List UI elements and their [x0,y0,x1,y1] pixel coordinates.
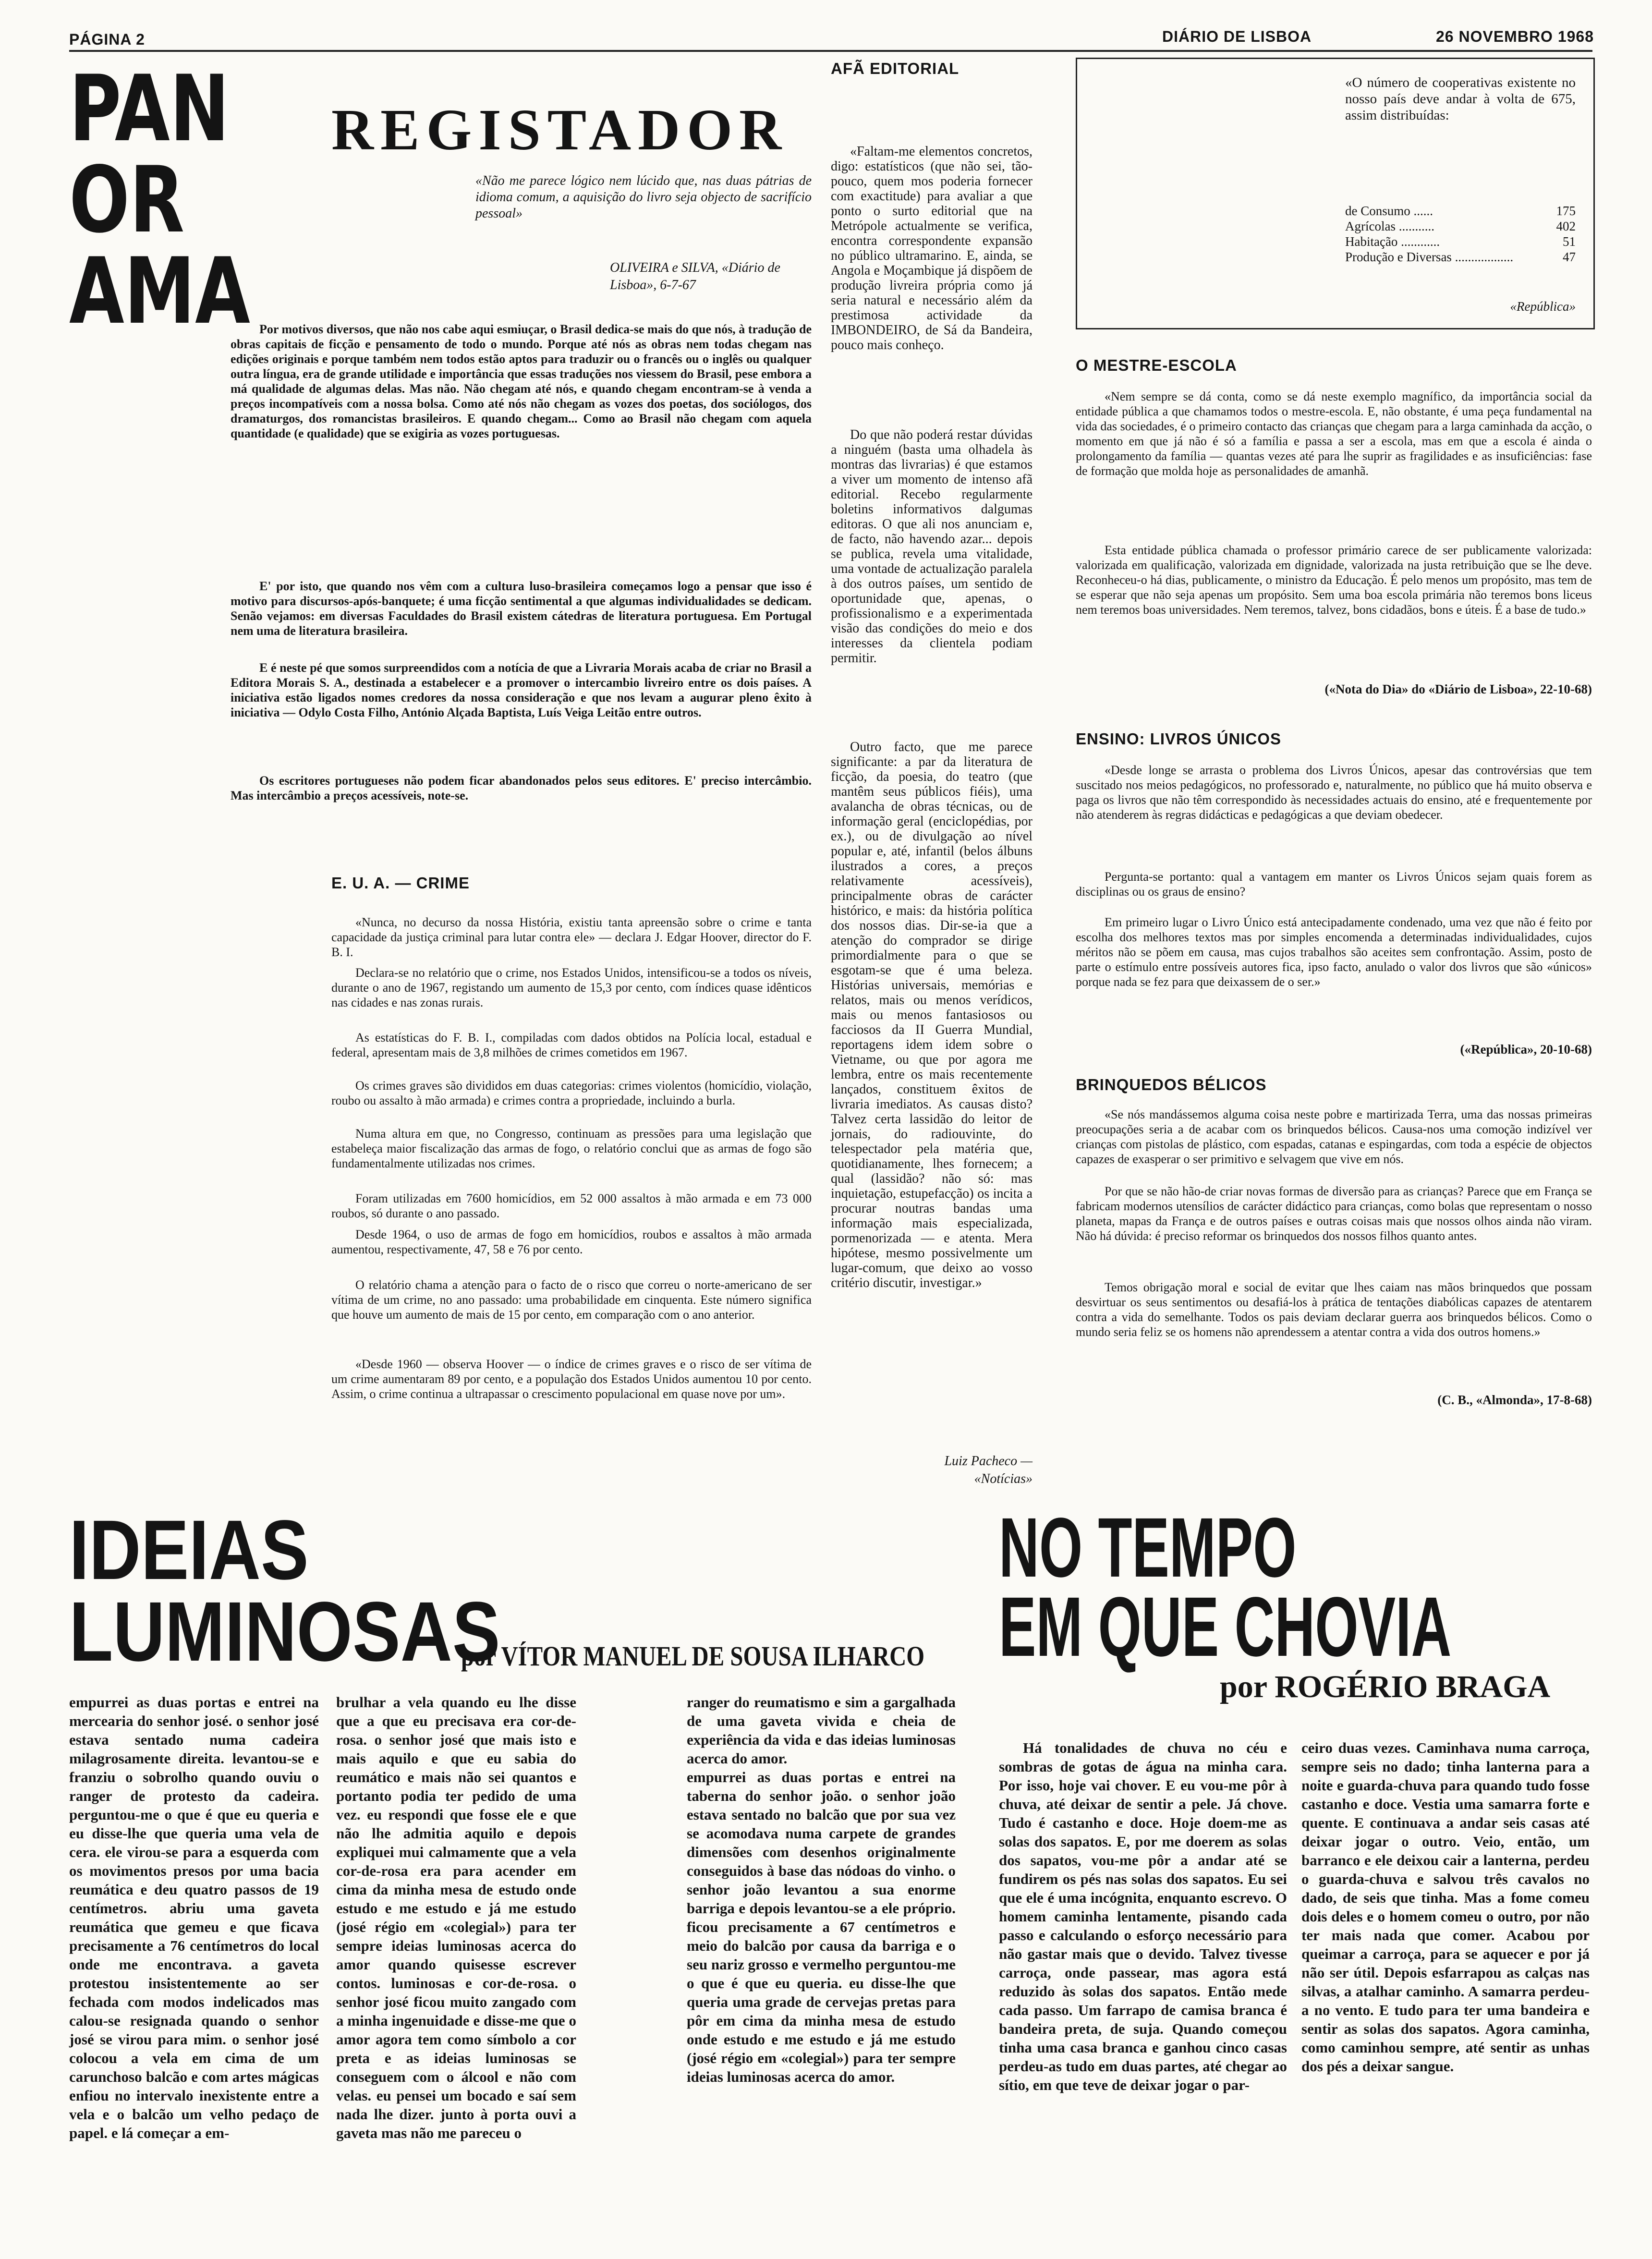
eua-paragraph-6: Foram utilizadas em 7600 homicídios, em 52 000 assaltos à mão armada e em 73 000 roubos, só durante o ano passado. [331,1191,812,1220]
mestre-paragraph-2: Esta entidade pública chamada o professor primário carece de ser publicamente valorizada: valorizada em qualificação, valorizada em dignidade, valorizada na justa retribuição que se lhe deve. Reconheceu-o há dias, publicamente, o ministro da Educação. É pelo menos um propósito, mas tem de se esperar que não seja apenas um propósito. Sem uma boa escola primária não teremos bons liceus nem teremos boas universidades. Nem teremos, talvez, bons cidadãos, bons e úteis. É a base de tudo.» [1076,543,1592,617]
issue-date: 26 NOVEMBRO 1968 [1436,28,1594,45]
afa-author: Luiz Pacheco — [944,1454,1032,1469]
table-row: de Consumo ...... 175 [1345,204,1576,218]
table-row: Habitação ............ 51 [1345,234,1576,249]
brinquedos-title: BRINQUEDOS BÉLICOS [1076,1076,1267,1093]
tempo-title-line-2: EM QUE CHOVIA [999,1580,1452,1674]
ideias-title-line-2: LUMINOSAS [69,1585,500,1679]
ensino-source: («República», 20-10-68) [1460,1042,1592,1057]
afa-paragraph-2: Do que não poderá restar dúvidas a ninguém (basta uma olhadela às montras das livrarias) é que estamos a viver um momento de intenso afã editorial. Recebo regularmente boletins informativos dalgumas editoras. O que ali nos anunciam e, de facto, não havendo azar... depois se publica, revela uma vitalidade, uma vontade de actualização paralela à dos outros países, um sentido de oportunidade que, apenas, o profissionalismo e a experimentada visão das condições do meio e dos interesses da clientela podiam permitir. [831,427,1032,666]
tempo-column-2: ceiro duas vezes. Caminhava numa carroça, sempre seis no dado; tinha lanterna para a noite e guarda-chuva para quando tudo fosse castanho e doce. Vestia uma samarra forte e quente. E continuava a andar seis casas até deixar jogar o outro. Veio, então, um barranco e ele deixou cair a lanterna, perdeu o guarda-chuva e salvou três cavalos no dado, de seis que tinha. Mas a fome comeu dois deles e o homem comeu o outro, por não ter mais nada que comer. Acabou por queimar a carroça, para se aquecer e por já não ser útil. Depois esfarrapou as calças nas silvas, a atalhar caminho. A samarra perdeu-a no vento. E tudo para ter uma bandeira e sentir as solas dos sapatos. Agora caminha, como caminhou sempre, até sentir as unhas dos pés a deixar sangue. [1301,1739,1590,2075]
eua-paragraph-5: Numa altura em que, no Congresso, continuam as pressões para uma legislação que estabeleça maior fiscalização das armas de fogo, o relatório conclui que as armas de fogo são fundamentalmente utilizadas nos crimes. [331,1127,812,1170]
table-row: Produção e Diversas .................. 47 [1345,250,1576,264]
masthead-line-1: PAN [69,56,230,162]
registador-title: REGISTADOR [331,97,789,162]
header-rule [69,50,1592,52]
masthead-line-2: OR [69,147,185,253]
eua-paragraph-2: Declara-se no relatório que o crime, nos Estados Unidos, intensificou-se a todos os níveis, durante o ano de 1967, registando um aumento de 15,3 por cento, com índices quase idênticos nas cidades e nas zonas rurais. [331,966,812,1009]
afa-paragraph-1: «Faltam-me elementos concretos, digo: estatísticos (que não sei, tão-pouco, quem mos poderia fornecer com exactitude) para avaliar a que ponto o surto editorial que na Metrópole actualmente se verifica, encontra correspondente expansão no público ultramarino. E, ainda, se Angola e Moçambique já dispõem de produção livreira própria como já seria natural e necessário além da prestimosa actividade da IMBONDEIRO, de Sá da Bandeira, pouco mais conheço. [831,144,1032,352]
brinquedos-paragraph-1: «Se nós mandássemos alguma coisa neste pobre e martirizada Terra, uma das nossas primeiras preocupações seria a de acabar com os brinquedos bélicos. Causa-nos uma comoção indizível ver crianças com pistolas de plástico, com espadas, catanas e espingardas, com toda a espécie de objectos capazes de exasperar o ser primitivo e selvagem que vive em nós. [1076,1107,1592,1166]
registador-quote-source: OLIVEIRA e SILVA, «Diário de Lisboa», 6-7-67 [610,260,780,292]
tempo-byline: por ROGÉRIO BRAGA [1220,1669,1551,1704]
registador-paragraph-3: E é neste pé que somos surpreendidos com a notícia de que a Livraria Morais acaba de criar no Brasil a Editora Morais S. A., destinada a estabelecer e a promover o intercambio livreiro entre os dois países. A iniciativa estão ligados nomes credores da nossa consideração e que nos levam a augurar pleno êxito à iniciativa — Odylo Costa Filho, António Alçada Baptista, Luís Veiga Leitão entre outros. [231,661,812,719]
brinquedos-paragraph-2: Por que se não hão-de criar novas formas de diversão para as crianças? Parece que em França se fabricam modernos utensílios de carácter didáctico para crianças, como bolas que representam o nosso planeta, mapas da França e de outros países e outras coisas mais que nossos olhos ainda não viram. Não há dúvida: é preciso reformar os brinquedos dos nossos filhos quanto antes. [1076,1184,1592,1243]
mestre-escola-title: O MESTRE-ESCOLA [1076,356,1237,374]
registador-paragraph-2: E' por isto, que quando nos vêm com a cultura luso-brasileira começamos logo a pensar que isso é motivo para discursos-após-banquete; é uma ficção sentimental a que algumas individualidades se dedicam. Senão vejamos: em diversas Faculdades do Brasil existem cátedras de literatura portuguesa. Em Portugal nem uma de literatura brasileira. [231,579,812,638]
afa-source: «Notícias» [974,1471,1032,1486]
registador-paragraph-4: Os escritores portugueses não podem ficar abandonados pelos seus editores. E' preciso intercâmbio. Mas intercâmbio a preços acessíveis, note-se. [231,774,812,802]
eua-paragraph-1: «Nunca, no decurso da nossa História, existiu tanta apreensão sobre o crime e tanta capacidade da justiça criminal para lutar contra ele» — declara J. Edgar Hoover, director do F. B. I. [331,915,812,959]
ensino-paragraph-3: Em primeiro lugar o Livro Único está antecipadamente condenado, uma vez que não é feito por escolha dos melhores textos mas por simples encomenda a determinadas individualidades, cujos méritos não se põem em causa, mas cujos trabalhos são aceites sem confrontação. Assim, posto de parte o estímulo entre possíveis autores fica, ipso facto, anulado o valor dos livros que são «únicos» porque nada se fez para que deixassem de o ser.» [1076,915,1592,989]
page-number: PÁGINA 2 [69,31,145,48]
ensino-paragraph-1: «Desde longe se arrasta o problema dos Livros Únicos, apesar das controvérsias que tem suscitado nos meios pedagógicos, no professorado e, naturalmente, no público que há muito observa e paga os livros que não têm correspondido às necessidades actuais do ensino, até e frequentemente por não atenderem às regras didácticas e pedagógicas a que deviam obedecer. [1076,763,1592,822]
ideias-column-3: ranger do reumatismo e sim a gargalhada de uma gaveta vivida e cheia de experiência da vida e das ideias luminosas acerca do amor. empurrei as duas portas e entrei na taberna do senhor joão. o senhor joão estava sentado no balcão que por sua vez se acomodava numa carpete de grandes dimensões com desenhos originalmente conseguidos à base das nódoas do vinho. o senhor joão levantou a sua enorme barriga e depois levantou-se a ele próprio. ficou precisamente a 67 centímetros e meio do balcão por causa da barriga e o seu nariz grosso e vermelho perguntou-me o que é que eu queria. eu disse-lhe que queria uma grade de cervejas pretas para pôr em cima da minha mesa de estudo onde estudo e me estudo e já me estudo (josé régio em «colegial») para ter sempre ideias luminosas acerca do amor. [687,1694,956,2085]
tempo-title-line-1: NO TEMPO [999,1501,1297,1595]
eua-crime-title: E. U. A. — CRIME [331,874,470,892]
registador-paragraph-1: Por motivos diversos, que não nos cabe aqui esmiuçar, o Brasil dedica-se mais do que nós, à tradução de obras capitais de ficção e pensamento de todo o mundo. Porque até nós as obras nem todas chegam nas edições originais e porque também nem todos estão aptos para traduzir ou o francês ou o inglês ou qualquer outra língua, era de grande utilidade e importância que essas traduções nos viessem do Brasil, pese embora a má qualidade de algumas delas. Mas não. Não chegam até nós, e quando chegam encontram-se à venda a preços incompatíveis com a nossa bolsa. Como até nós não chegam as vozes dos poetas, dos sociólogos, dos dramaturgos, dos romancistas brasileiros. E quando chegam... Como ao Brasil não chegam com aquela quantidade (e qualidade) que se exigiria as vozes portuguesas. [231,322,812,440]
eua-paragraph-8: O relatório chama a atenção para o facto de o risco que correu o norte-americano de ser vítima de um crime, no ano passado: uma probabilidade em cinquenta. Este número significa que houve um aumento de mais de 15 por cento, em comparação com o ano anterior. [331,1278,812,1322]
eua-paragraph-9: «Desde 1960 — observa Hoover — o índice de crimes graves e o risco de ser vítima de um crime aumentaram 89 por cento, e a população dos Estados Unidos aumentou 10 por cento. Assim, o crime continua a ultrapassar o crescimento populacional em quase nove por um». [331,1357,812,1401]
mestre-paragraph-1: «Nem sempre se dá conta, como se dá neste exemplo magnífico, da importância social da entidade pública a que chamamos todos o mestre-escola. E, não obstante, é uma peça fundamental na vida das sociedades, é o primeiro contacto das crianças que chegam para a larga caminhada da acção, o momento em que já não é só a família e passa a ser a escola, mas em que a escola é ainda o prolongamento da família — quantas vezes até para lhe suprir as fragilidades e as insuficiências: fase de formação que molda hoje as personalidades de amanhã. [1076,389,1592,478]
ideias-title-line-1: IDEIAS [69,1503,309,1597]
ensino-title: ENSINO: LIVROS ÚNICOS [1076,730,1282,748]
ideias-column-1: empurrei as duas portas e entrei na mercearia do senhor josé. o senhor josé estava sentado numa cadeira milagrosamente direita. levantou-se e franziu o sobrolho quando ouviu o ranger de protesto da cadeira. perguntou-me o que é que eu queria e eu disse-lhe que queria uma vela de cera. ele virou-se para a esquerda com os movimentos presos por uma bacia reumática e deu quatro passos de 19 centímetros. abriu uma gaveta reumática que gemeu e que ficava precisamente a 76 centímetros do local onde me encontrava. a gaveta protestou insistentemente ao ser fechada com modos indelicados mas calou-se resignada quando o senhor josé se virou para mim. o senhor josé colocou a vela em cima de um carunchoso balcão e com artes mágicas enfiou no intervalo inexistente entre a vela e o balcão um velho pedaço de papel. e lá começar a em- [69,1694,319,2141]
tempo-column-1: Há tonalidades de chuva no céu e sombras de gotas de água na minha cara. Por isso, hoje vai chover. E eu vou-me pôr à chuva, até deixar de sentir a pele. Já chove. Tudo é castanho e doce. Hoje doem-me as solas dos sapatos. E, por me doerem as solas dos sapatos, vou-me pôr a andar até se fundirem os pés nas solas dos sapatos. Eu sei que ele é uma incógnita, enquanto escrevo. O homem caminha lentamente, pisando cada passo e calculando o esforço necessário para não gastar mais que o devido. Talvez tivesse carroça, onde passear, mas agora está reduzido às solas dos sapatos. Então mede cada passo. Um farrapo de camisa branca é bandeira preta, de suja. Quando começou tinha uma casa branca e ganhou cinco casas perdeu-as tudo em duas partes, até chegar ao sítio, em que teve de deixar jogar o par- [999,1739,1287,2093]
cooperatives-intro: «O número de cooperativas existente no nosso país deve andar à volta de 675, assim distribuídas: [1345,75,1576,123]
eua-paragraph-7: Desde 1964, o uso de armas de fogo em homicídios, roubos e assaltos à mão armada aumentou, respectivamente, 47, 58 e 76 por cento. [331,1227,812,1256]
masthead-line-3: AMA [69,238,250,344]
mestre-source: («Nota do Dia» do «Diário de Lisboa», 22-10-68) [1324,682,1592,696]
cooperatives-box [1076,58,1595,329]
cooperatives-source: «República» [1510,299,1576,314]
afa-paragraph-3: Outro facto, que me parece significante: a par da literatura de ficção, da poesia, do teatro (que mantêm seus públicos fiéis), uma avalancha de obras técnicas, ou de informação geral (enciclopédias, por ex.), ou de divulgação ao nível popular e, até, infantil (belos álbuns ilustrados a cores, a preços relativamente acessíveis), principalmente obras de carácter histórico, e mais: da história política dos nossos dias. Dir-se-ia que a atenção do comprador se dirige primordialmente para o que se esgotam-se que é uma beleza. Histórias universais, memórias e relatos, mais ou menos verídicos, mais ou menos fantasiosos ou facciosos da II Guerra Mundial, reportagens idem idem sobre o Vietname, ou que por agora me lembra, entre os mais recentemente lançados, constituem êxitos de livraria imediatos. As causas disto? Talvez certa lassidão do leitor de jornais, do radiouvinte, do telespectador pela matéria que, quotidianamente, lhes fornecem; a qual (lassidão? não só: mas inquietação, estupefacção) os incita a procurar noutras bandas uma informação mais especializada, pormenorizada — e atenta. Mera hipótese, mesmo possivelmente um lugar-comum, que deixo ao vosso critério discutir, investigar.» [831,740,1032,1290]
newspaper-name: DIÁRIO DE LISBOA [1162,28,1312,45]
afa-editorial-title: AFÃ EDITORIAL [831,60,960,77]
ideias-byline: por VÍTOR MANUEL DE SOUSA ILHARCO [461,1640,925,1672]
brinquedos-source: (C. B., «Almonda», 17-8-68) [1437,1393,1592,1407]
brinquedos-paragraph-3: Temos obrigação moral e social de evitar que lhes caiam nas mãos brinquedos que possam desvirtuar os seus sentimentos ou desafiá-los à prática de tentações diabólicas capazes de atentarem contra a vida do semelhante. Todos os pais deviam declarar guerra aos brinquedos bélicos. Como o mundo seria feliz se os homens não aprendessem a atentar contra a vida dos outros homens.» [1076,1280,1592,1339]
cooperatives-table [1345,203,1576,265]
registador-quote: «Não me parece lógico nem lúcido que, nas duas pátrias de idioma comum, a aquisição do livro seja objecto de sacrifício pessoal» [475,173,812,221]
eua-paragraph-3: As estatísticas do F. B. I., compiladas com dados obtidos na Polícia local, estadual e federal, apresentam mais de 3,8 milhões de crimes cometidos em 1967. [331,1031,812,1059]
ensino-paragraph-2: Pergunta-se portanto: qual a vantagem em manter os Livros Únicos sejam quais forem as disciplinas ou os graus de ensino? [1076,870,1592,899]
table-row: Agrícolas ........... 402 [1345,219,1576,233]
eua-paragraph-4: Os crimes graves são divididos em duas categorias: crimes violentos (homicídio, violação, roubo ou assalto à mão armada) e crimes contra a propriedade, incluindo a burla. [331,1079,812,1107]
ideias-column-2: brulhar a vela quando eu lhe disse que a que eu precisava era cor-de-rosa. o senhor josé que mais isto e mais aquilo e que eu sabia do reumático e mais não sei quantos e portanto podia ter pedido de uma vez. eu respondi que fosse ele e que não lhe admitia aquilo e depois expliquei mui calmamente que a vela cor-de-rosa era para acender em cima da minha mesa de estudo onde estudo e me estudo e já me estudo (josé régio em «colegial») para ter sempre ideias luminosas acerca do amor quando quisesse escrever contos. luminosas e cor-de-rosa. o senhor josé ficou muito zangado com a minha ingenuidade e disse-me que o amor agora tem como símbolo a cor preta e as ideias luminosas se conseguem com o álcool e não com velas. eu pensei um bocado e saí sem nada lhe dizer. junto à porta ouvi a gaveta mas não me pareceu o [336,1694,576,2141]
